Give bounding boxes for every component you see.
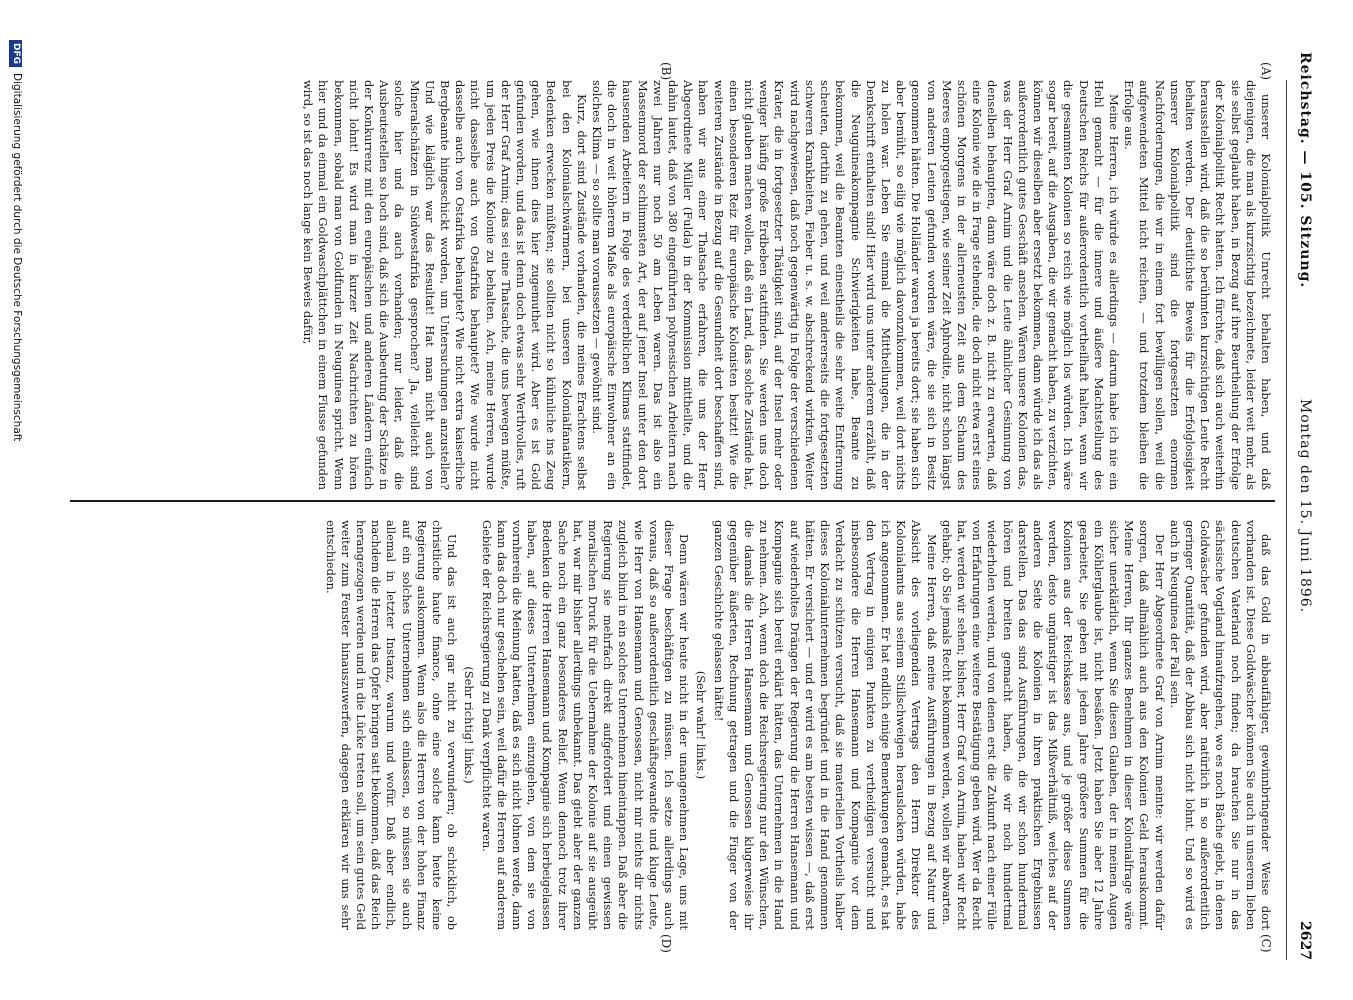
text-column-left: [88, 80, 1273, 490]
text-column-right: [88, 520, 1273, 930]
header-rule: [1286, 80, 1287, 960]
interjection: (Sehr wahr! links.): [694, 670, 709, 780]
footer-text: Digitalisierung gefördert durch die Deutsche Forschungsgemeinschaft: [11, 73, 23, 442]
paragraph: Der Herr Abgeordnete Graf von Arnim meinte: wir werden dafür sorgen, daß allmählich auch aus den Kolonien Geld herauskommt. Meine Herren, Ihr ganzes Benehmen in dieser Kolonialfrage wäre sicher unerklärlich, wenn Sie diesen Glauben, der in meinen Augen ein Köhlerglaube ist, nicht besäßen. Jetzt haben Sie aber 12 Jahre gearbeitet, Sie geben mit jedem Jahre größere Summen für die Kolonien aus der Reichskasse aus, und je größer diese Summen werden, desto ungünstiger ist das Mißverhältniß, welches auf der anderen Seite die Kolonien in ihren praktischen Ergebnissen darstellen. Das das sind Ausführungen, die wir schon hundertmal hören und breiten gemacht haben, die wir noch hundertmal wiederholen werden, und von denen erst die Zukunft nach einer Fülle von Erfahrungen eine weitere Bestätigung geben wird. Wer da Recht hat, werden wir sehen; bisher, Herr Graf von Arnim, haben wir Recht gehabt; ob Sie jemals Recht bekommen werden, wollen wir abwarten.: [939, 520, 1167, 930]
paragraph: unserer Kolonialpolitik Unrecht behalten haben, und daß diejenigen, die man als kurzsichtig bezeichnete, leider weit mehr, als sie selbst geglaubt haben, in Bezug auf ihre Beurtheilung der Erfolge der Kolonialpolitik Recht hatten. Ich fürchte, daß sich auch weiterhin herausstellen wird, daß die so berühmten kurzsichtigen Leute Recht behalten werden. Der deutlichste Beweis für die Erfolglosigkeit unserer Kolonialpolitik sind die fortgesetzten enormen Nachforderungen, die wir in einem fort bewilligen sollen, weil die aufgewendeten Mittel nicht reichen, — und trotzdem bleiben die Erfolge aus.: [1122, 80, 1273, 490]
paragraph: Kurz, dort sind Zustände vorhanden, die meines Erachtens selbst bei den Kolonialschwärmern, bei unseren Kolonialfanatikern, Bedenken erwecken müßten; sie sollten nicht so kühnliche ins Zeug gehen, wie ihnen dies hier zugemuthet wird. Aber es ist Gold gefunden worden, und das ist denn doch etwas sehr Werthvolles, ruft der Herr Graf Arnim; das sei eine Thatsache, die uns bewegen müßte, um jeden Preis die Kolonie zu behalten. Ach, meine Herren, wurde nicht dasselbe auch von Ostafrika behauptet? Wie wurde nicht dasselbe auch von Ostafrika behauptet? Wie nicht extra kaiserliche Bergbeamte hingeschickt worden, um Untersuchungen anzustellen? Und wie kläglich war das Resultat! Hat man nicht auch von Mineralschätzen in Südwestafrika gesprochen? Ja, vielleicht sind solche hier und da auch vorhanden; nur leider, daß die Ausbeutestellen so hoch sind, daß sich die Ausbeutung der Schätze in der Konkurrenz mit den europäischen und anderen Ländern einfach nicht lohnt! Es wird man in kurzer Zeit Nachrichten zu hören bekommen, sobald man von Goldfunden in Neuguinea spricht. Wenn hier und da einmal ein Goldwaschplättchen in einem Flusse gefunden wird, so ist das noch lange kein Beweis dafür,: [301, 80, 589, 490]
column-divider: [70, 500, 1275, 502]
header-session: Reichstag. — 105. Sitzung.: [1297, 52, 1313, 289]
margin-marker-b: (B): [659, 62, 673, 81]
header-date: Montag den 15. Juni 1896.: [1297, 398, 1313, 614]
paragraph: Meine Herren, ich würde es allerdings — darum habe ich nie ein Hehl gemacht — für die innere und äußere Machtstellung des Deutschen Reichs für außerordentlich vortheilhaft halten, wenn wir die gesammten Kolonien so reich wie möglich los würden. Ich wäre sogar bereit, auf die Ausgaben, die wir gemacht haben, zu verzichten, können wir dieselben aber ersetzt bekommen, dann würde ich das als außerordentlich gutes Geschäft ansehen. Wären unsere Kolonien das, was der Herr Graf Arnim und die Leute ähnlicher Gesinnung von denselben behaupten, dann wäre doch z. B. nicht zu erwarten, daß eine Kolonie wie die in Frage stehende, die doch nicht etwa erst eines schönen Morgens in der allerneusten Zeit aus dem Schaum des Meeres emporgestiegen, wie seiner Zeit Aphrodite, nicht schon längst von anderen Leuten gefunden worden wäre, die sie sich in Besitz genommen hätten. Die Holländer waren ja bereits dort; sie haben sich aber bemüht, so eilig wie möglich davonzukommen, weil dort nichts zu holen war. Leben Sie einmal die Mittheilungen, die in der Denkschrift enthalten sind! Hier wird uns unter anderem erzählt, daß die Neuguineakompagnie Schwierigkeiten habe, Beamte zu bekommen, weil die Beamten einestheils die sehr weite Entfernung scheuten, dorthin zu gehen, und weil andererseits die fortgesetzten schweren Krankheiten, Fieber u. s. w. abschreckend wirkten. Weiter wird nachgewiesen, daß noch gegenwärtig in Folge der verschiedenen Krater, die in fortgesetzter Thätigkeit sind, auf der Insel mehr oder weniger häufig große Erdbeben stattfinden. Sie werden uns doch nicht glauben machen wollen, daß ein Land, das solche Zustände hat, einen besonderen Reiz für europäische Kolonisten besitzt! Wie die weiteren Zustände in Bezug auf die Gesundheit dort beschaffen sind, haben wir aus einer Thatsache erfahren, die uns der Herr Abgeordnete Müller (Fulda) in der Kommission mittheilte, und die dahin lautet, daß von 380 eingeführten polynesischen Arbeitern nach zwei Jahren nur noch 50 am Leben waren. Das ist also ein Massenmord der schlimmsten Art, der auf jener Insel unter den dort hausenden Arbeitern in Folge des verderblichen Klimas stattfindet, die doch in weit höherem Maße als europäische Einwohner an ein solches Klima — so sollte man voraussetzen — gewöhnt sind.: [590, 80, 1121, 490]
margin-marker-d: (D): [659, 934, 673, 953]
paragraph: Denn wären wir heute nicht in der unangenehmen Lage, uns mit dieser Frage beschäftigen zu müssen. Ich setze allerdings auch voraus, daß so außerordentlich geschäftsgewandte und kluge Leute, wie Herr von Hansemann und Genossen, nicht mir nichts dir nichts zugleich blind in ein solches Unternehmen hineintappen. Daß aber die Regierung sie mehrfach direkt aufgefordert und einen gewissen moralischen Druck für die Uebernahme der Kolonie auf sie ausgeübt hat, war mir bisher allerdings unbekannt. Das giebt aber der ganzen Sache noch ein ganz besonderes Relief. Wenn dennoch trotz ihrer Bedenken die Herren Hansemann und Kompagnie sich herbeigelassen haben, auf dieses Unternehmen einzugehen, von dem sie von vornherein die Meinung hatten, daß es sich nicht lohnen werde, dann kann das doch nur geschehen sein, weil dafür die Herren auf anderem Gebiete der Reichsregierung zu Dank verpflichtet waren.: [479, 520, 692, 930]
page-number: 2627: [1297, 921, 1313, 960]
page-header: [1289, 52, 1313, 960]
footer-credit: [7, 40, 23, 960]
paragraph: Meine Herren, daß meine Ausführungen in Bezug auf Natur und Absicht des vorliegenden Vertrags den Herrn Direktor des Kolonialamts aus seinem Stillschweigen herauslocken würden, habe ich angenommen. Er hat endlich einige Bemerkungen gemacht, es hat den Vertrag in einigen Punkten zu vertheidigen versucht und insbesondere die Herren Hansemann und Kompagnie vor dem Verdacht zu schützen versucht, daß sie materiellen Vortheils halber dieses Kolonialunternehmen begründet und in die Hand genommen hätten. Er versichert — und er wird es am besten wissen —, daß erst auf wiederholtes Drängen der Regierung die Herren Hansemann und Kompagnie sich bereit erklärt hätten, das Unternehmen in die Hand zu nehmen. Ach, wenn doch die Reichsregierung nur den Wünschen, die damals die Herren Hansemann und Genossen klugerweise ihr gegenüber äußerten, Rechnung getragen und die Finger von der ganzen Geschichte gelassen hätte!: [711, 520, 939, 930]
paragraph: daß das Gold in abbaufähiger, gewinnbringender Weise dort vorhanden ist. Diese Goldwäscher können Sie auch in unserem lieben deutschen Vaterland noch finden; da brauchen Sie nur in das sächsische Vogtland hinaufzugehen, wo es noch Bäche giebt, in denen Goldwäscher gefunden wird, aber natürlich in so außerordentlich geringer Quantität, daß der Abbau sich nicht lohnt. Und so wird es auch in Neuguinea der Fall sein.: [1167, 520, 1273, 930]
interjection: (Sehr richtig! links.): [462, 666, 477, 784]
margin-marker-a: (A): [1259, 62, 1273, 81]
paragraph: Und das ist auch gar nicht zu verwundern; ob schicklich, ob christliche haute finance, ohne eine solche kann heute keine Regierung auskommen. Wenn also die Herren von der hohen Finanz auf ein solches Unternehmen sich einlassen, so müssen sie auch allemal in letzter Instanz, warum und wofür. Daß aber endlich, nachdem die Herren das Opfer bringen satt bekommen, daß das Reich herangezogen werden und in die Lücke treten soll, um sein gutes Geld weiter zum Fenster hinauszuwerfen, dagegen erklären wir uns sehr entschieden.: [323, 520, 460, 930]
margin-marker-c: (C): [1259, 934, 1273, 953]
dfg-logo: DFG: [9, 40, 22, 67]
